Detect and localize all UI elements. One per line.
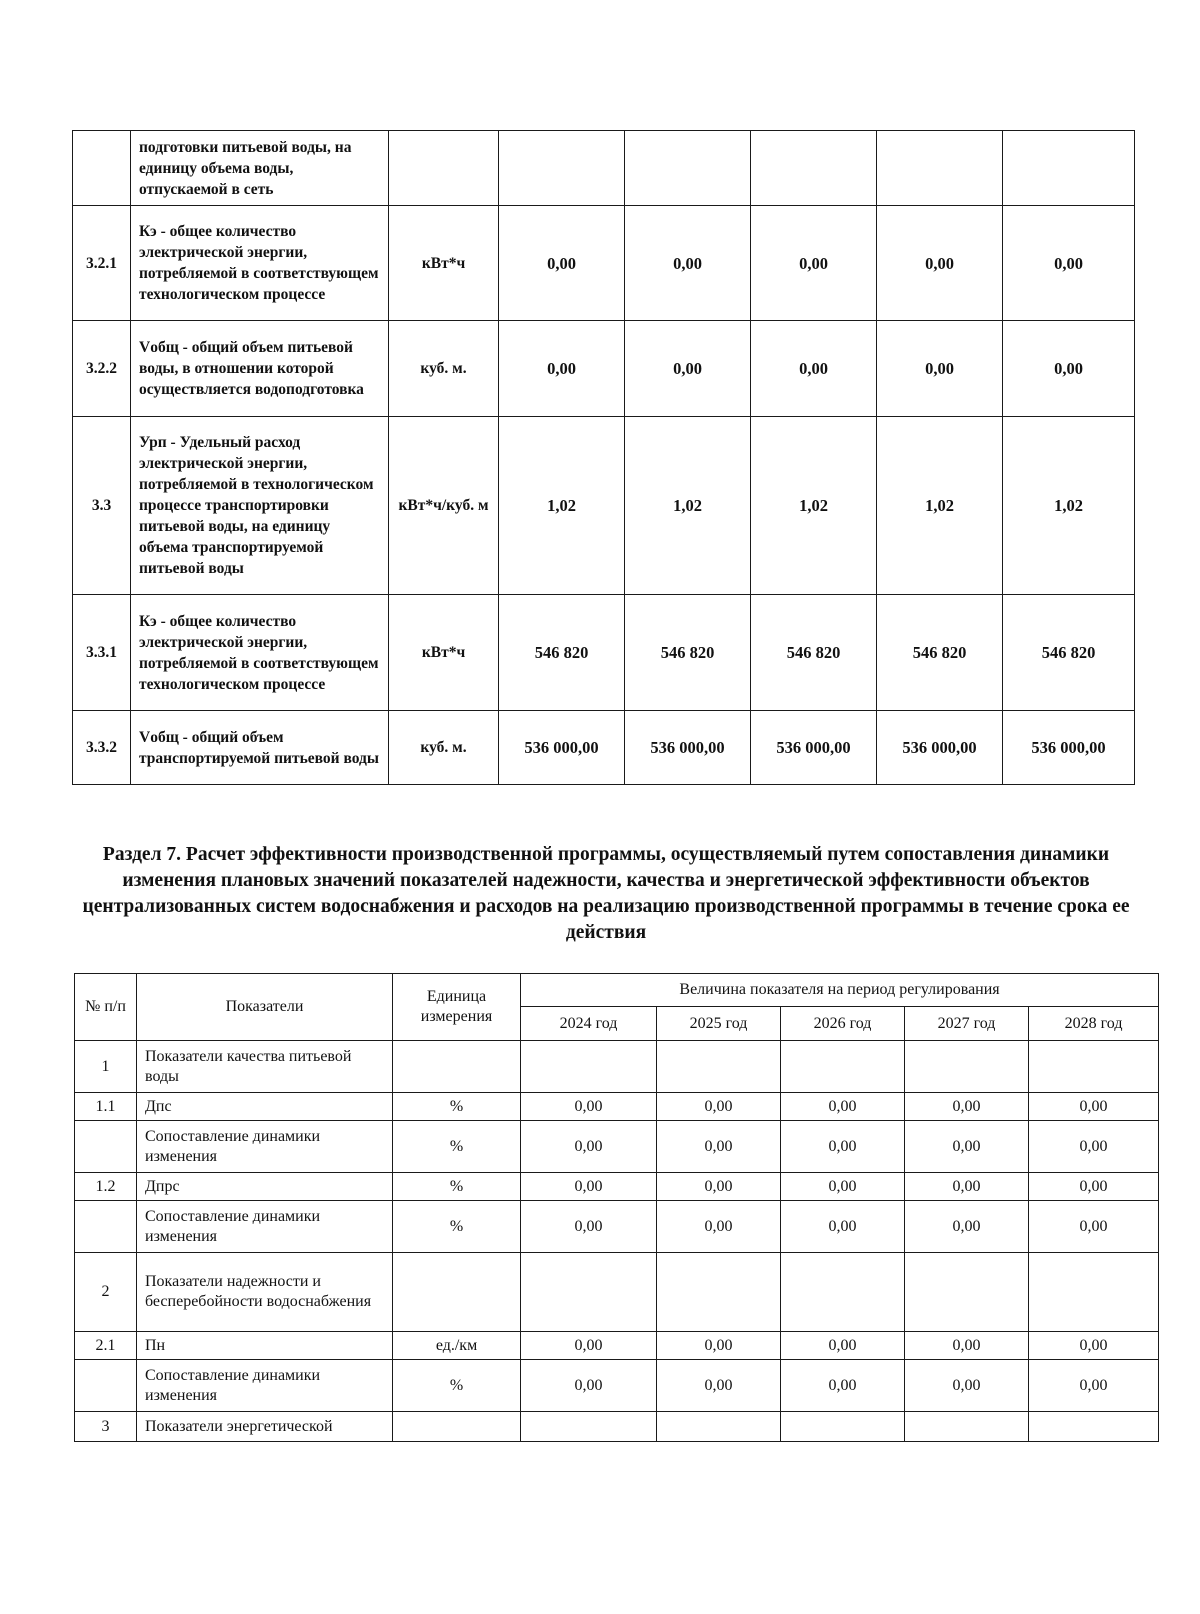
- value-2026: 1,02: [751, 417, 877, 595]
- value-2025: 0,00: [625, 321, 751, 417]
- value-2027: 0,00: [905, 1173, 1029, 1201]
- value-2028: 0,00: [1029, 1173, 1159, 1201]
- value-2028: 0,00: [1003, 206, 1135, 321]
- value-2025: 546 820: [625, 595, 751, 711]
- value-2027: 546 820: [877, 595, 1003, 711]
- row-number: 3.3.1: [73, 595, 131, 711]
- value-2024: 0,00: [521, 1360, 657, 1412]
- unit-cell: %: [393, 1121, 521, 1173]
- indicator-name: Сопоставление динамики изменения: [137, 1121, 393, 1173]
- value-2024: [521, 1041, 657, 1093]
- table-row: [73, 131, 1135, 206]
- value-2024: 0,00: [521, 1121, 657, 1173]
- value-2027: 0,00: [905, 1093, 1029, 1121]
- header-unit: Единица измерения: [393, 974, 521, 1041]
- value-2025: 0,00: [657, 1201, 781, 1253]
- table-row: [75, 1412, 1159, 1442]
- indicator-name: Урп - Удельный расход электрической энергии, потребляемой в технологическом процессе транспортировки питьевой воды, на единицу объема транспортируемой питьевой воды: [131, 417, 389, 595]
- indicator-name: Кэ - общее количество электрической энергии, потребляемой в соответствующем технологическом процессе: [131, 206, 389, 321]
- row-number: [75, 1201, 137, 1253]
- value-2024: 536 000,00: [499, 711, 625, 785]
- value-2028: 1,02: [1003, 417, 1135, 595]
- value-2028: 0,00: [1029, 1360, 1159, 1412]
- table-row: [75, 1201, 1159, 1253]
- table-row: [73, 206, 1135, 321]
- row-number: 3.3.2: [73, 711, 131, 785]
- value-2028: 536 000,00: [1003, 711, 1135, 785]
- indicator-name: Сопоставление динамики изменения: [137, 1201, 393, 1253]
- value-2026: 0,00: [751, 321, 877, 417]
- value-2026: 0,00: [781, 1121, 905, 1173]
- unit-cell: %: [393, 1093, 521, 1121]
- header-year-2027: 2027 год: [905, 1007, 1029, 1041]
- header-year-2025: 2025 год: [657, 1007, 781, 1041]
- table-row: [75, 1121, 1159, 1173]
- row-number: [75, 1360, 137, 1412]
- value-2024: [521, 1412, 657, 1442]
- row-number: 1.1: [75, 1093, 137, 1121]
- indicator-name: Пн: [137, 1332, 393, 1360]
- row-number: 3.2.2: [73, 321, 131, 417]
- unit-cell: кВт*ч: [389, 595, 499, 711]
- value-2026: [781, 1412, 905, 1442]
- value-2026: [781, 1041, 905, 1093]
- table-row: [73, 417, 1135, 595]
- value-2026: [751, 131, 877, 206]
- value-2027: 1,02: [877, 417, 1003, 595]
- efficiency-table: [74, 973, 1159, 1442]
- indicator-name: Показатели энергетической: [137, 1412, 393, 1442]
- row-number: [73, 131, 131, 206]
- indicator-name: Кэ - общее количество электрической энергии, потребляемой в соответствующем технологическом процессе: [131, 595, 389, 711]
- table-row: [73, 595, 1135, 711]
- table-row: [73, 711, 1135, 785]
- value-2028: [1029, 1041, 1159, 1093]
- section-title: Раздел 7. Расчет эффективности производственной программы, осуществляемый путем сопоставления динамики изменения плановых значений показателей надежности, качества и энергетической эффективности объектов централизованных систем водоснабжения и расходов на реализацию производственной программы в течение срока ее действия: [82, 844, 1130, 943]
- value-2024: 0,00: [521, 1201, 657, 1253]
- value-2025: 0,00: [657, 1360, 781, 1412]
- table-row: [73, 321, 1135, 417]
- indicator-name: Сопоставление динамики изменения: [137, 1360, 393, 1412]
- unit-cell: %: [393, 1201, 521, 1253]
- indicator-name: Дпс: [137, 1093, 393, 1121]
- indicator-name: Vобщ - общий объем питьевой воды, в отношении которой осуществляется водоподготовка: [131, 321, 389, 417]
- header-period-group: Величина показателя на период регулирования: [521, 974, 1159, 1007]
- value-2026: 536 000,00: [751, 711, 877, 785]
- unit-cell: кВт*ч: [389, 206, 499, 321]
- indicator-name: Vобщ - общий объем транспортируемой питьевой воды: [131, 711, 389, 785]
- row-number: 3.3: [73, 417, 131, 595]
- value-2027: 0,00: [877, 206, 1003, 321]
- value-2025: [657, 1412, 781, 1442]
- row-number: 2: [75, 1253, 137, 1332]
- value-2025: [657, 1041, 781, 1093]
- value-2028: 546 820: [1003, 595, 1135, 711]
- header-year-2024: 2024 год: [521, 1007, 657, 1041]
- header-year-2028: 2028 год: [1029, 1007, 1159, 1041]
- value-2024: [521, 1253, 657, 1332]
- unit-cell: %: [393, 1173, 521, 1201]
- indicator-name: Показатели надежности и бесперебойности водоснабжения: [137, 1253, 393, 1332]
- value-2027: 0,00: [905, 1121, 1029, 1173]
- value-2026: 0,00: [781, 1201, 905, 1253]
- value-2028: 0,00: [1029, 1121, 1159, 1173]
- value-2024: 1,02: [499, 417, 625, 595]
- value-2027: 0,00: [905, 1332, 1029, 1360]
- value-2024: [499, 131, 625, 206]
- value-2026: 0,00: [781, 1093, 905, 1121]
- value-2026: 0,00: [781, 1360, 905, 1412]
- table-row: [75, 1173, 1159, 1201]
- value-2026: 546 820: [751, 595, 877, 711]
- table-row: [75, 1360, 1159, 1412]
- header-number: № п/п: [75, 974, 137, 1041]
- row-number: 2.1: [75, 1332, 137, 1360]
- unit-cell: [393, 1412, 521, 1442]
- unit-cell: [393, 1041, 521, 1093]
- table-row: [75, 1093, 1159, 1121]
- value-2024: 546 820: [499, 595, 625, 711]
- value-2027: [877, 131, 1003, 206]
- unit-cell: %: [393, 1360, 521, 1412]
- value-2024: 0,00: [521, 1332, 657, 1360]
- value-2025: [657, 1253, 781, 1332]
- value-2028: [1029, 1253, 1159, 1332]
- value-2028: 0,00: [1029, 1332, 1159, 1360]
- value-2024: 0,00: [521, 1173, 657, 1201]
- header-row: [75, 974, 1159, 1007]
- row-number: 1.2: [75, 1173, 137, 1201]
- value-2027: [905, 1253, 1029, 1332]
- value-2024: 0,00: [521, 1093, 657, 1121]
- unit-cell: кВт*ч/куб. м: [389, 417, 499, 595]
- value-2027: [905, 1041, 1029, 1093]
- value-2028: [1029, 1412, 1159, 1442]
- table-row: [75, 1253, 1159, 1332]
- indicator-name: подготовки питьевой воды, на единицу объема воды, отпускаемой в сеть: [131, 131, 389, 206]
- value-2028: 0,00: [1029, 1201, 1159, 1253]
- value-2027: 0,00: [905, 1360, 1029, 1412]
- value-2025: 0,00: [625, 206, 751, 321]
- value-2027: [905, 1412, 1029, 1442]
- value-2026: 0,00: [781, 1173, 905, 1201]
- value-2028: 0,00: [1003, 321, 1135, 417]
- value-2028: 0,00: [1029, 1093, 1159, 1121]
- value-2027: 0,00: [877, 321, 1003, 417]
- table-row: [75, 1332, 1159, 1360]
- indicator-name: Дпрс: [137, 1173, 393, 1201]
- unit-cell: [393, 1253, 521, 1332]
- value-2026: 0,00: [781, 1332, 905, 1360]
- value-2026: 0,00: [751, 206, 877, 321]
- value-2025: 0,00: [657, 1093, 781, 1121]
- row-number: 1: [75, 1041, 137, 1093]
- unit-cell: куб. м.: [389, 321, 499, 417]
- unit-cell: куб. м.: [389, 711, 499, 785]
- indicator-name: Показатели качества питьевой воды: [137, 1041, 393, 1093]
- unit-cell: [389, 131, 499, 206]
- value-2025: 0,00: [657, 1332, 781, 1360]
- table-row: [75, 1041, 1159, 1093]
- value-2024: 0,00: [499, 206, 625, 321]
- value-2025: [625, 131, 751, 206]
- header-indicators: Показатели: [137, 974, 393, 1041]
- value-2027: 0,00: [905, 1201, 1029, 1253]
- value-2024: 0,00: [499, 321, 625, 417]
- unit-cell: ед./км: [393, 1332, 521, 1360]
- value-2028: [1003, 131, 1135, 206]
- row-number: 3.2.1: [73, 206, 131, 321]
- value-2025: 1,02: [625, 417, 751, 595]
- value-2025: 536 000,00: [625, 711, 751, 785]
- value-2026: [781, 1253, 905, 1332]
- value-2027: 536 000,00: [877, 711, 1003, 785]
- value-2025: 0,00: [657, 1121, 781, 1173]
- header-year-2026: 2026 год: [781, 1007, 905, 1041]
- value-2025: 0,00: [657, 1173, 781, 1201]
- row-number: 3: [75, 1412, 137, 1442]
- row-number: [75, 1121, 137, 1173]
- indicators-table-continued: [72, 130, 1135, 785]
